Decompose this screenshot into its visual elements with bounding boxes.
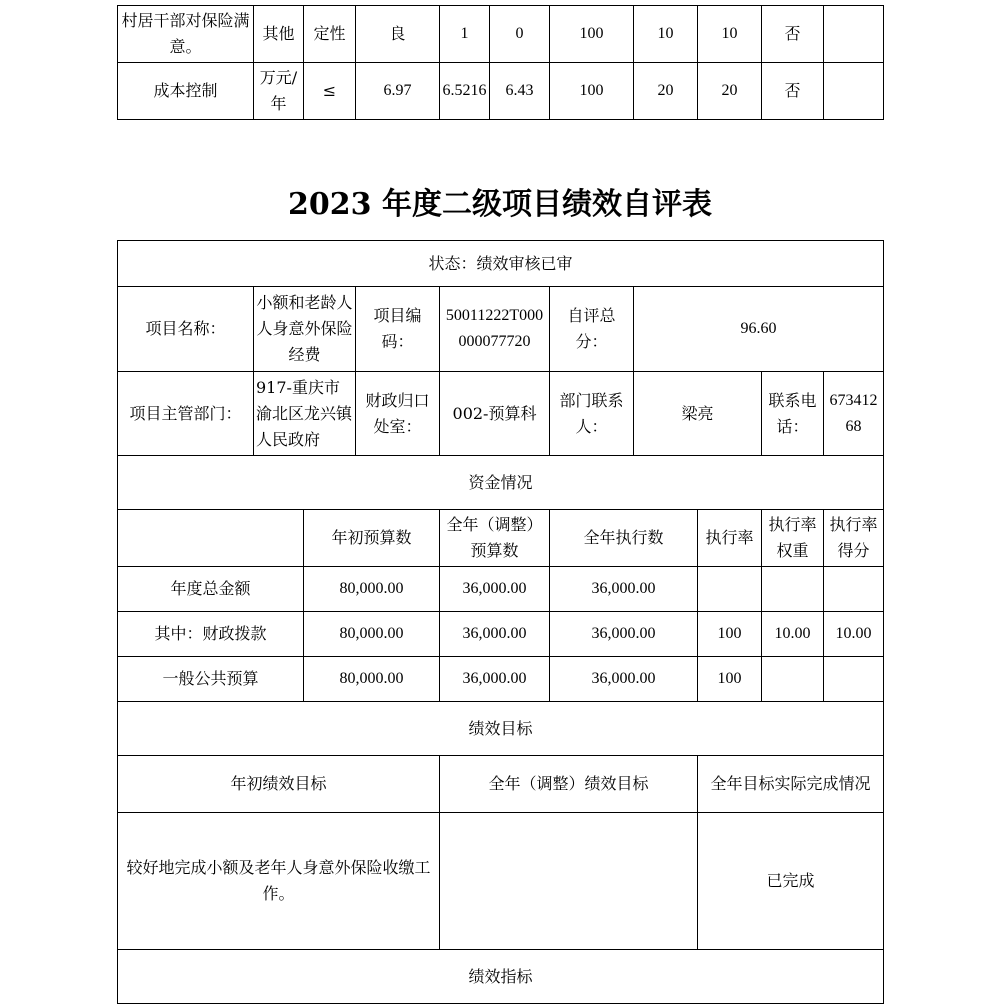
phone-label: 联系电话： — [762, 372, 824, 456]
goals-header-initial: 年初绩效目标 — [118, 756, 440, 813]
contact-value: 梁亮 — [634, 372, 762, 456]
funds-rate-score — [824, 567, 884, 612]
flag-cell: 否 — [762, 63, 824, 120]
funds-rate-score — [824, 657, 884, 702]
goals-section-title: 绩效目标 — [118, 702, 884, 756]
funds-exec-rate — [698, 567, 762, 612]
funds-rate-weight: 10.00 — [762, 612, 824, 657]
funds-initial-budget: 80,000.00 — [304, 612, 440, 657]
funds-rate-score: 10.00 — [824, 612, 884, 657]
funds-header-rate-score: 执行率得分 — [824, 510, 884, 567]
funds-executed: 36,000.00 — [550, 567, 698, 612]
flag-cell: 否 — [762, 6, 824, 63]
indicator-name-cell: 村居干部对保险满意。 — [118, 6, 254, 63]
funds-exec-rate: 100 — [698, 657, 762, 702]
goals-adjusted-text — [440, 813, 698, 950]
funds-initial-budget: 80,000.00 — [304, 567, 440, 612]
indicator-type-cell: 万元/年 — [254, 63, 304, 120]
funds-initial-budget: 80,000.00 — [304, 657, 440, 702]
goals-initial-text: 较好地完成小额及老年人身意外保险收缴工作。 — [118, 813, 440, 950]
self-score-label: 自评总分： — [550, 287, 634, 372]
table-row — [118, 63, 884, 120]
target-value-cell: 良 — [356, 6, 440, 63]
funds-rate-weight — [762, 657, 824, 702]
dept-value: 917-重庆市渝北区龙兴镇人民政府 — [254, 372, 356, 456]
phone-value: 67341268 — [824, 372, 884, 456]
project-code-value: 50011222T000000077720 — [440, 287, 550, 372]
weight-cell: 10 — [634, 6, 698, 63]
score-cell: 20 — [698, 63, 762, 120]
contact-label: 部门联系人： — [550, 372, 634, 456]
funds-header-adjusted-budget: 全年（调整）预算数 — [440, 510, 550, 567]
value-cell: 100 — [550, 6, 634, 63]
funds-section-title: 资金情况 — [118, 456, 884, 510]
funds-adjusted-budget: 36,000.00 — [440, 612, 550, 657]
project-code-label: 项目编码： — [356, 287, 440, 372]
table-row — [118, 6, 884, 63]
score-cell: 10 — [698, 6, 762, 63]
funds-row-label: 年度总金额 — [118, 567, 304, 612]
table-row — [118, 702, 884, 756]
value-cell: 0 — [490, 6, 550, 63]
finance-office-label: 财政归口处室： — [356, 372, 440, 456]
indicator-name-cell: 成本控制 — [118, 63, 254, 120]
table-row — [118, 567, 884, 612]
table-row — [118, 657, 884, 702]
table-row — [118, 612, 884, 657]
actual-value-cell: 1 — [440, 6, 490, 63]
project-name-value: 小额和老龄人人身意外保险经费 — [254, 287, 356, 372]
indicator-nature-cell: 定性 — [304, 6, 356, 63]
funds-exec-rate: 100 — [698, 612, 762, 657]
table-row — [118, 456, 884, 510]
table-row — [118, 950, 884, 1004]
table-row — [118, 241, 884, 287]
indicators-section-title: 绩效指标 — [118, 950, 884, 1004]
funds-header-initial-budget: 年初预算数 — [304, 510, 440, 567]
indicator-table-continuation — [117, 5, 884, 120]
table-row — [118, 756, 884, 813]
dept-label: 项目主管部门： — [118, 372, 254, 456]
goals-actual-text: 已完成 — [698, 813, 884, 950]
indicator-type-cell: 其他 — [254, 6, 304, 63]
project-name-label: 项目名称： — [118, 287, 254, 372]
goals-header-adjusted: 全年（调整）绩效目标 — [440, 756, 698, 813]
table-row — [118, 813, 884, 950]
funds-executed: 36,000.00 — [550, 612, 698, 657]
target-value-cell: 6.97 — [356, 63, 440, 120]
funds-rate-weight — [762, 567, 824, 612]
goals-header-actual: 全年目标实际完成情况 — [698, 756, 884, 813]
funds-header-rate-weight: 执行率权重 — [762, 510, 824, 567]
status-text: 状态：绩效审核已审 — [118, 241, 884, 287]
funds-adjusted-budget: 36,000.00 — [440, 567, 550, 612]
funds-header-blank — [118, 510, 304, 567]
self-score-value: 96.60 — [634, 287, 884, 372]
funds-header-executed: 全年执行数 — [550, 510, 698, 567]
funds-executed: 36,000.00 — [550, 657, 698, 702]
funds-header-exec-rate: 执行率 — [698, 510, 762, 567]
evaluation-form-table — [117, 240, 884, 1004]
funds-adjusted-budget: 36,000.00 — [440, 657, 550, 702]
finance-office-value: 002-预算科 — [440, 372, 550, 456]
table-row — [118, 287, 884, 372]
actual-value-cell: 6.5216 — [440, 63, 490, 120]
table-row — [118, 372, 884, 456]
value-cell: 100 — [550, 63, 634, 120]
remark-cell — [824, 6, 884, 63]
indicator-nature-cell: ≤ — [304, 63, 356, 120]
funds-row-label: 其中：财政拨款 — [118, 612, 304, 657]
page-title: 2023 年度二级项目绩效自评表 — [288, 187, 712, 222]
value-cell: 6.43 — [490, 63, 550, 120]
remark-cell — [824, 63, 884, 120]
weight-cell: 20 — [634, 63, 698, 120]
table-row — [118, 510, 884, 567]
funds-row-label: 一般公共预算 — [118, 657, 304, 702]
